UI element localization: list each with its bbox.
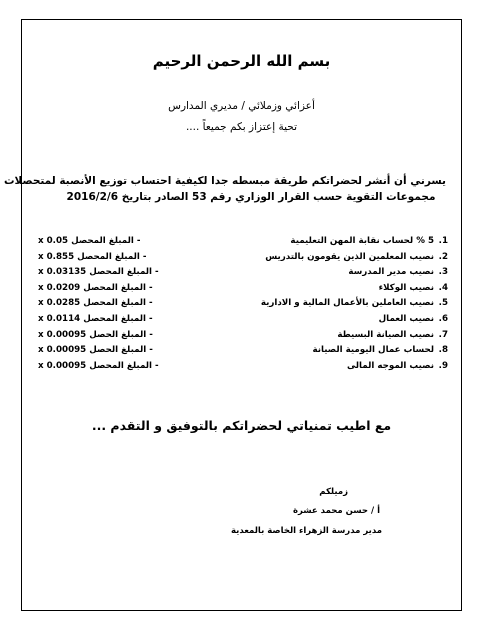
amount-label: - المبلغ الحصل: [89, 329, 153, 340]
item-text: نصيب الصيانة البسيطة: [337, 329, 434, 340]
item-number: .2: [438, 251, 448, 262]
item-amount: [38, 252, 188, 262]
item-text: 5 % لحساب نقابة المهن التعليمية: [290, 236, 434, 246]
amount-factor: 0.00095 x: [38, 360, 87, 371]
item-number: .3: [438, 267, 448, 278]
greeting-line: أعزائي وزملائي / مديري المدارس: [168, 100, 315, 112]
item-text: نصيب العاملين بالأعمال المالية و الادارية: [260, 298, 434, 309]
amount-factor: 0.00095 x: [38, 329, 87, 340]
list-item: [38, 361, 448, 377]
item-number: .8: [438, 345, 448, 356]
item-text: نصيب مدير المدرسة: [348, 267, 434, 278]
amount-factor: 0.0285 x: [38, 298, 81, 309]
amount-factor: 0.00095 x: [38, 345, 87, 356]
item-amount: [38, 236, 188, 246]
amount-factor: 0.03135 x: [38, 267, 87, 278]
list-item: [38, 267, 448, 283]
list-item: [38, 236, 448, 252]
list-item: [38, 252, 448, 268]
amount-label: - المبلغ المحصل: [77, 251, 147, 262]
list-item: [38, 345, 448, 361]
amount-label: - المبلغ المحصل: [83, 282, 153, 293]
item-text: نصيب المعلمين الذين يقومون بالتدريس: [265, 251, 434, 262]
signature-closing: زميلكم: [319, 487, 348, 497]
item-text: نصيب الوكلاء: [378, 282, 434, 293]
item-number: .5: [438, 298, 448, 309]
item-amount: [38, 330, 188, 340]
amount-label: - المبلغ المحصل: [89, 267, 159, 278]
amount-label: - المبلغ المحصل: [89, 360, 159, 371]
item-number: .4: [438, 282, 448, 293]
list-item: [38, 330, 448, 346]
amount-label: - المبلغ المحصل: [71, 236, 141, 246]
item-text: لحساب عمال اليومية الصيانة: [312, 345, 434, 356]
list-item: [38, 298, 448, 314]
signature-name: أ / حسن محمد عشرة: [292, 506, 380, 516]
item-amount: [38, 267, 188, 277]
item-text: نصيب العمال: [378, 313, 434, 324]
intro-line-1: يسرني أن أنشر لحضراتكم طريقة مبسطه جدا لكيفية احتساب توزيع الأنصبة لمتحصلات: [3, 175, 446, 187]
closing-wish: مع اطيب تمنياتي لحضراتكم بالتوفيق و التقدم ...: [91, 418, 392, 433]
item-number: .7: [438, 329, 448, 340]
amount-factor: 0.0114 x: [38, 313, 81, 324]
intro-line-2: مجموعات التقوية حسب القرار الوزاري رقم 53 الصادر بتاريخ 2016/2/6: [66, 191, 436, 203]
item-number: .6: [438, 313, 448, 324]
item-amount: [38, 283, 188, 293]
amount-factor: 0.855 x: [38, 251, 75, 262]
item-amount: [38, 298, 188, 308]
list-item: [38, 314, 448, 330]
item-text: نصيب الموجه المالى: [346, 360, 434, 371]
salutation-line: تحية إعتزاز بكم جميعاً ....: [185, 121, 298, 133]
amount-label: - المبلغ الحصل: [89, 345, 153, 356]
item-amount: [38, 345, 188, 355]
distribution-list: [38, 236, 448, 376]
item-amount: [38, 361, 188, 371]
item-amount: [38, 314, 188, 324]
basmala-heading: بسم الله الرحمن الرحيم: [152, 52, 331, 70]
amount-factor: 0.05 x: [38, 236, 69, 246]
amount-label: - المبلغ المحصل: [83, 313, 153, 324]
list-item: [38, 283, 448, 299]
amount-factor: 0.0209 x: [38, 282, 81, 293]
amount-label: - المبلغ المحصل: [83, 298, 153, 309]
signature-title: مدير مدرسة الزهراء الخاصة بالمعدية: [230, 526, 382, 536]
item-number: .1: [438, 236, 448, 246]
item-number: .9: [438, 360, 448, 371]
